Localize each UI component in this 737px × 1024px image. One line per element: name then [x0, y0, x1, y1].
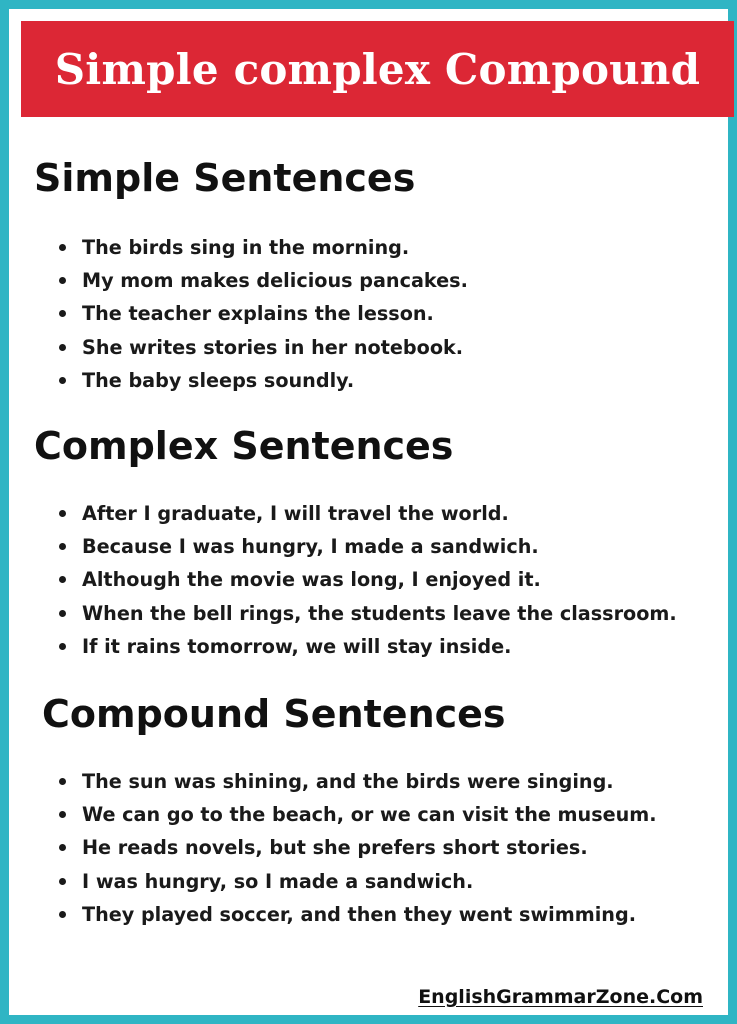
list-item — [54, 530, 677, 563]
sentence-text: My mom makes delicious pancakes. — [82, 269, 468, 293]
list-item — [54, 497, 677, 530]
bullet-icon — [59, 778, 66, 785]
bullet-icon — [59, 543, 66, 550]
list-item — [54, 898, 657, 931]
sentence-text: Although the movie was long, I enjoyed it. — [82, 568, 541, 592]
bullet-icon — [59, 277, 66, 284]
bullet-icon — [59, 377, 66, 384]
sentence-text: The teacher explains the lesson. — [82, 302, 434, 326]
sentence-text: After I graduate, I will travel the world. — [82, 502, 509, 525]
bullet-icon — [59, 610, 66, 617]
list-item — [54, 630, 677, 663]
list-item — [54, 563, 677, 596]
list-item — [54, 231, 468, 264]
list-item — [54, 264, 468, 297]
bullet-icon — [59, 844, 66, 851]
sentence-text: They played soccer, and then they went swimming. — [82, 902, 636, 926]
bullet-icon — [59, 344, 66, 351]
sentence-text: I was hungry, so I made a sandwich. — [82, 869, 474, 893]
list-item — [54, 831, 657, 864]
footer-site-link[interactable]: EnglishGrammarZone.Com — [418, 986, 703, 1008]
sentence-text: When the bell rings, the students leave the classroom. — [82, 601, 677, 625]
sentence-text: She writes stories in her notebook. — [82, 335, 464, 359]
sentence-text: The sun was shining, and the birds were singing. — [82, 770, 614, 793]
list-item — [54, 597, 677, 630]
list-item — [54, 297, 468, 330]
page-title: Simple complex Compound — [54, 44, 701, 94]
sentence-list-compound — [54, 765, 657, 931]
title-banner — [21, 21, 734, 117]
bullet-icon — [59, 811, 66, 818]
section-heading-compound: Compound Sentences — [42, 692, 506, 736]
sentence-text: Because I was hungry, I made a sandwich. — [82, 535, 539, 559]
bullet-icon — [59, 510, 66, 517]
sentence-text: The baby sleeps soundly. — [82, 368, 355, 392]
section-heading-simple: Simple Sentences — [34, 156, 416, 200]
bullet-icon — [59, 310, 66, 317]
list-item — [54, 865, 657, 898]
list-item — [54, 331, 468, 364]
list-item — [54, 798, 657, 831]
bullet-icon — [59, 576, 66, 583]
list-item — [54, 364, 468, 397]
sentence-text: We can go to the beach, or we can visit the museum. — [82, 803, 657, 827]
sentence-text: The birds sing in the morning. — [82, 236, 410, 259]
sentence-list-simple — [54, 231, 468, 397]
sentence-text: If it rains tomorrow, we will stay inside. — [82, 634, 512, 658]
bullet-icon — [59, 878, 66, 885]
sentence-list-complex — [54, 497, 677, 663]
list-item — [54, 765, 657, 798]
bullet-icon — [59, 244, 66, 251]
bullet-icon — [59, 643, 66, 650]
sentence-text: He reads novels, but she prefers short stories. — [82, 836, 588, 860]
bullet-icon — [59, 911, 66, 918]
section-heading-complex: Complex Sentences — [34, 424, 454, 468]
